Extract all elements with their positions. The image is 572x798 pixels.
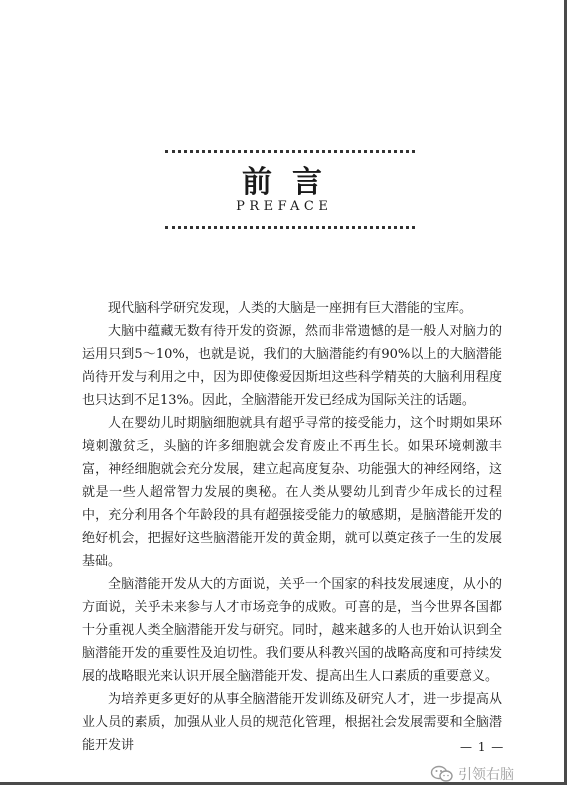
bottom-dotted-divider	[165, 226, 415, 229]
page-subtitle: PREFACE	[236, 199, 333, 214]
paragraph: 全脑潜能开发从大的方面说，关乎一个国家的科技发展速度，从小的方面说，关乎未来参与人才市场竞争的成败。可喜的是，当今世界各国都十分重视人类全脑潜能开发与研究。同时，越来越多的人也开始认识到全脑潜能开发的重要性及迫切性。我们要从科教兴国的战略高度和可持续发展的战略眼光来认识开展全脑潜能开发、提高出生人口素质的重要意义。	[82, 577, 502, 684]
body-text	[82, 297, 505, 757]
paragraph: 为培养更多更好的从事全脑潜能开发训练及研究人才，进一步提高从业人员的素质，加强从业人员的规范化管理，根据社会发展需要和全脑潜能开发讲	[82, 692, 502, 753]
wechat-icon	[430, 765, 454, 783]
paragraph: 人在婴幼儿时期脑细胞就具有超乎寻常的接受能力，这个时期如果环境刺激贫乏，头脑的许多细胞就会发育废止不再生长。如果环境刺激丰富，神经细胞就会充分发展，建立起高度复杂、功能强大的神经网络，这就是一些人超常智力发展的奥秘。在人类从婴幼儿到青少年成长的过程中，充分利用各个年龄段的具有超强接受能力的敏感期，是脑潜能开发的绝好机会，把握好这些脑潜能开发的黄金期，就可以奠定孩子一生的发展基础。	[82, 416, 502, 569]
watermark-text: 引领右脑	[458, 767, 514, 783]
watermark	[430, 764, 514, 784]
top-dotted-divider	[165, 150, 415, 153]
paragraph: 大脑中蕴藏无数有待开发的资源，然而非常遗憾的是一般人对脑力的运用只到5～10%，也就是说，我们的大脑潜能约有90%以上的大脑潜能尚待开发与利用之中，因为即使像爱因斯坦这些科学精英的大脑利用程度也只达到不足13%。因此，全脑潜能开发已经成为国际关注的话题。	[82, 324, 502, 408]
page-title: 前言	[242, 165, 342, 200]
paragraph: 现代脑科学研究发现，人类的大脑是一座拥有巨大潜能的宝库。	[108, 301, 473, 316]
page-number: — 1 —	[460, 740, 505, 754]
